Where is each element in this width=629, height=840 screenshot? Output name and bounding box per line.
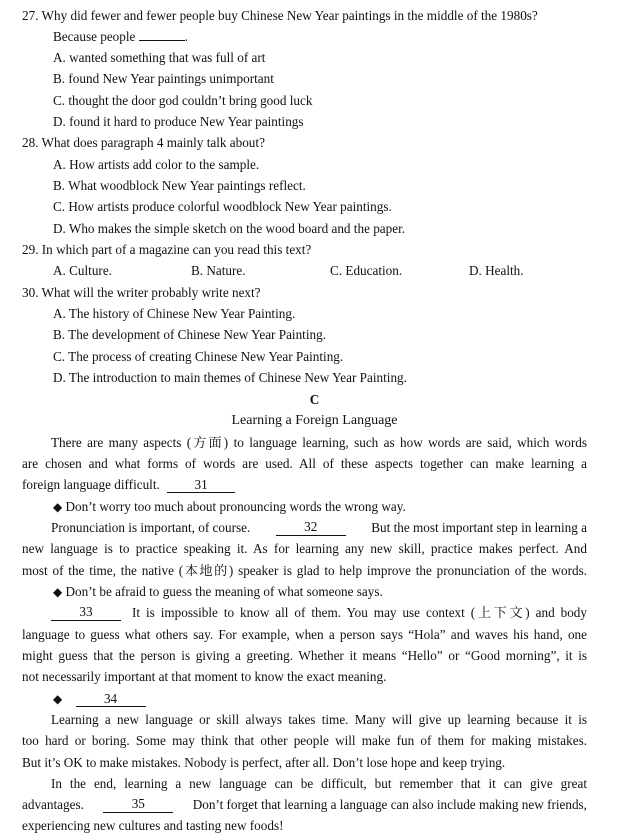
section-letter: C [309, 392, 320, 407]
p3-line-3: might guess that the person is giving a greeting. Whether it means “Hello” or “Good morning”, it is [22, 648, 587, 663]
q30-stem: 30. What will the writer probably write next? [22, 285, 261, 300]
q28-option-c[interactable]: C. How artists produce colorful woodblock New Year paintings. [53, 199, 392, 214]
p1-line-2: are chosen and what forms of words are used. All of these aspects together can make learning a [22, 456, 587, 471]
blank-32[interactable]: 32 [276, 520, 346, 536]
p5-line-3: experiencing new cultures and tasting new foods! [22, 818, 284, 833]
p5-line-1: In the end, learning a new language can be difficult, but remember that it can give great [51, 776, 587, 791]
q28-option-a[interactable]: A. How artists add color to the sample. [53, 157, 260, 172]
diamond-bullet-icon: ◆ [53, 585, 63, 599]
p4-line-1: Learning a new language or skill always takes time. Many will give up learning because it is [51, 712, 587, 727]
p5-after: Don’t forget that learning a language can also include making new friends, [192, 797, 587, 812]
q29-option-d[interactable]: D. Health. [469, 263, 524, 278]
p4-line-3: But it’s OK to make mistakes. Nobody is perfect, after all. Don’t lose hope and keep trying. [22, 755, 506, 770]
q27-prompt: Because people [53, 29, 136, 44]
p1-line-3 [22, 477, 235, 493]
blank-31[interactable]: 31 [167, 478, 235, 493]
q27-stem: 27. Why did fewer and fewer people buy Chinese New Year paintings in the middle of the 1980s? [22, 8, 538, 23]
q27-option-d[interactable]: D. found it hard to produce New Year paintings [53, 114, 304, 129]
p3-line-2: language to guess what others say. For example, when a person says “Hola” and waves his hand, one [22, 627, 587, 642]
tip-2 [53, 584, 383, 600]
q30-option-b[interactable]: B. The development of Chinese New Year Painting. [53, 327, 326, 342]
diamond-bullet-icon: ◆ [53, 500, 63, 514]
q28-option-b[interactable]: B. What woodblock New Year paintings reflect. [53, 178, 306, 193]
q27-answer-blank[interactable] [139, 40, 185, 41]
q30-option-c[interactable]: C. The process of creating Chinese New Year Painting. [53, 349, 344, 364]
tip-2-text: Don’t be afraid to guess the meaning of what someone says. [65, 584, 383, 599]
p2-line-2: new language is to practice speaking it. As for learning any new skill, practice makes perfect. And [22, 541, 587, 556]
p5-start: advantages. [22, 797, 84, 812]
p2-line-1 [51, 520, 587, 536]
p1-line-1: There are many aspects (方面) to language learning, such as how words are said, which words [51, 435, 587, 450]
p1-line-3-text: foreign language difficult. [22, 477, 160, 492]
p5-line-2 [22, 797, 587, 813]
q28-option-d[interactable]: D. Who makes the simple sketch on the wood board and the paper. [53, 221, 406, 236]
q27-option-b[interactable]: B. found New Year paintings unimportant [53, 71, 274, 86]
blank-34[interactable]: 34 [76, 692, 146, 707]
q27-prompt-line [53, 29, 188, 45]
q29-option-c[interactable]: C. Education. [330, 263, 403, 278]
blank-33[interactable]: 33 [51, 605, 121, 621]
q30-option-d[interactable]: D. The introduction to main themes of Chinese New Year Painting. [53, 370, 407, 385]
q28-stem: 28. What does paragraph 4 mainly talk about? [22, 135, 265, 150]
q29-option-a[interactable]: A. Culture. [53, 263, 112, 278]
p2-start: Pronunciation is important, of course. [51, 520, 251, 535]
tip-3 [53, 691, 146, 707]
p3-line-1 [51, 605, 587, 621]
q30-option-a[interactable]: A. The history of Chinese New Year Painting. [53, 306, 296, 321]
diamond-bullet-icon: ◆ [53, 692, 63, 706]
blank-35[interactable]: 35 [103, 797, 173, 813]
tip-1-text: Don’t worry too much about pronouncing words the wrong way. [65, 499, 406, 514]
p4-line-2: too hard or boring. Some may think that other people will make fun of them for making mistakes. [22, 733, 587, 748]
q29-stem: 29. In which part of a magazine can you read this text? [22, 242, 312, 257]
p3-line-4: not necessarily important at that moment to know the exact meaning. [22, 669, 387, 684]
q27-option-a[interactable]: A. wanted something that was full of art [53, 50, 266, 65]
passage-title: Learning a Foreign Language [231, 413, 398, 428]
p3-after: It is impossible to know all of them. You may use context (上下文) and body [132, 605, 587, 620]
p2-line-3: most of the time, the native (本地的) speaker is glad to help improve the pronunciation of the words. [22, 563, 587, 578]
q29-option-b[interactable]: B. Nature. [191, 263, 246, 278]
q27-option-c[interactable]: C. thought the door god couldn’t bring good luck [53, 93, 313, 108]
p2-after: But the most important step in learning a [371, 520, 587, 535]
tip-1 [53, 499, 406, 515]
q27-prompt-end: . [184, 29, 188, 44]
